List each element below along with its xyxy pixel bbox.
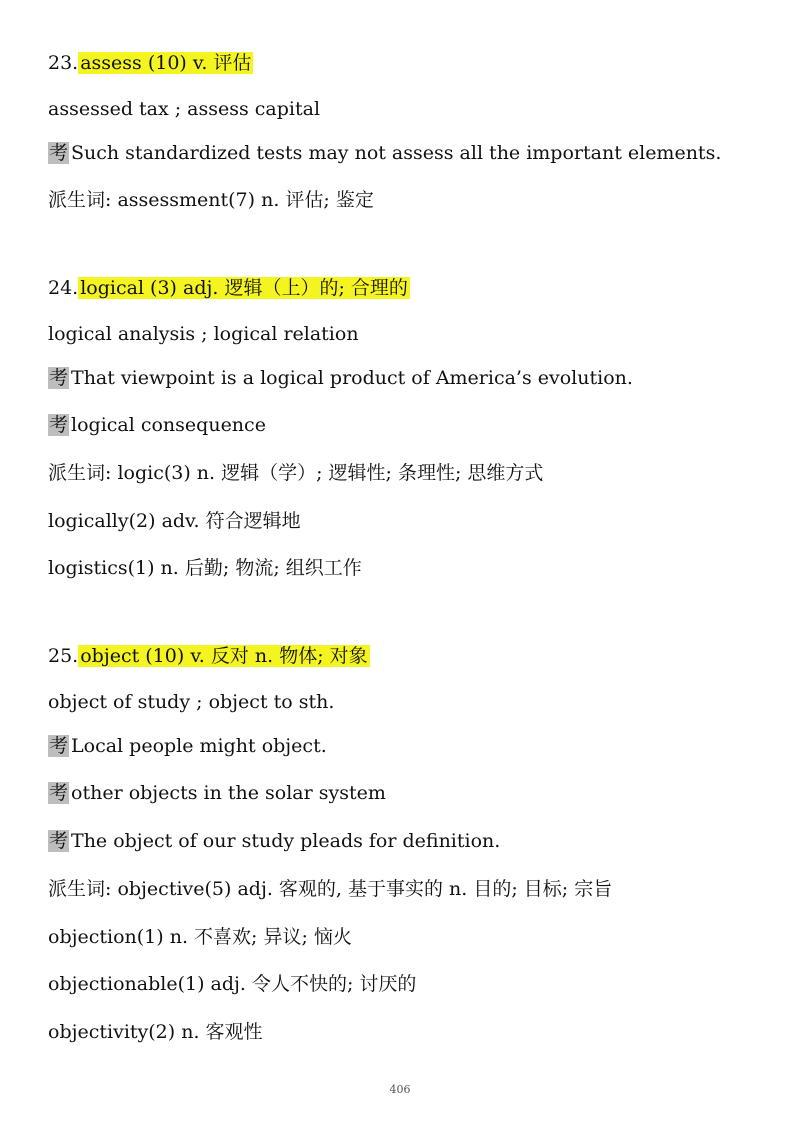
- exam-example: [48, 412, 266, 438]
- exam-marker: 考: [49, 735, 69, 757]
- exam-example: [48, 733, 327, 759]
- collocations: assessed tax ; assess capital: [48, 98, 321, 120]
- entry-number: 23.: [48, 52, 79, 74]
- entry-25-headline: [48, 643, 370, 669]
- entry-number: 25.: [48, 645, 79, 667]
- derivative-line: 派生词: objective(5) adj. 客观的, 基于事实的 n. 目的; 目标; 宗旨: [48, 878, 613, 900]
- derivative-line: objection(1) n. 不喜欢; 异议; 恼火: [48, 926, 352, 948]
- exam-marker: 考: [49, 367, 69, 389]
- exam-example: [48, 780, 386, 806]
- collocations: object of study ; object to sth.: [48, 691, 335, 713]
- exam-marker: 考: [49, 142, 69, 164]
- page-number: 406: [389, 1083, 411, 1096]
- example-text: other objects in the solar system: [71, 782, 386, 804]
- exam-marker: 考: [49, 414, 69, 436]
- headword: object (10) v. 反对 n. 物体; 对象: [80, 645, 368, 667]
- derivative-line: logistics(1) n. 后勤; 物流; 组织工作: [48, 557, 362, 579]
- entry-24-headline: [48, 275, 410, 301]
- collocations: logical analysis ; logical relation: [48, 323, 359, 345]
- exam-marker: 考: [49, 782, 69, 804]
- derivative-line: logically(2) adv. 符合逻辑地: [48, 510, 301, 532]
- derivative-line: objectivity(2) n. 客观性: [48, 1021, 263, 1043]
- example-text: The object of our study pleads for definition.: [71, 830, 501, 852]
- entry-23-headline: [48, 50, 253, 76]
- headword: logical (3) adj. 逻辑（上）的; 合理的: [80, 277, 408, 299]
- example-text: Such standardized tests may not assess all the important elements.: [71, 142, 722, 164]
- example-text: That viewpoint is a logical product of America’s evolution.: [71, 367, 633, 389]
- exam-example: [48, 140, 721, 166]
- exam-marker: 考: [49, 830, 69, 852]
- exam-example: [48, 828, 500, 854]
- derivative-line: objectionable(1) adj. 令人不快的; 讨厌的: [48, 973, 417, 995]
- derivative-line: 派生词: assessment(7) n. 评估; 鉴定: [48, 189, 374, 211]
- example-text: logical consequence: [71, 414, 266, 436]
- example-text: Local people might object.: [71, 735, 327, 757]
- exam-example: [48, 365, 633, 391]
- headword: assess (10) v. 评估: [80, 52, 252, 74]
- entry-number: 24.: [48, 277, 79, 299]
- derivative-line: 派生词: logic(3) n. 逻辑（学）; 逻辑性; 条理性; 思维方式: [48, 462, 544, 484]
